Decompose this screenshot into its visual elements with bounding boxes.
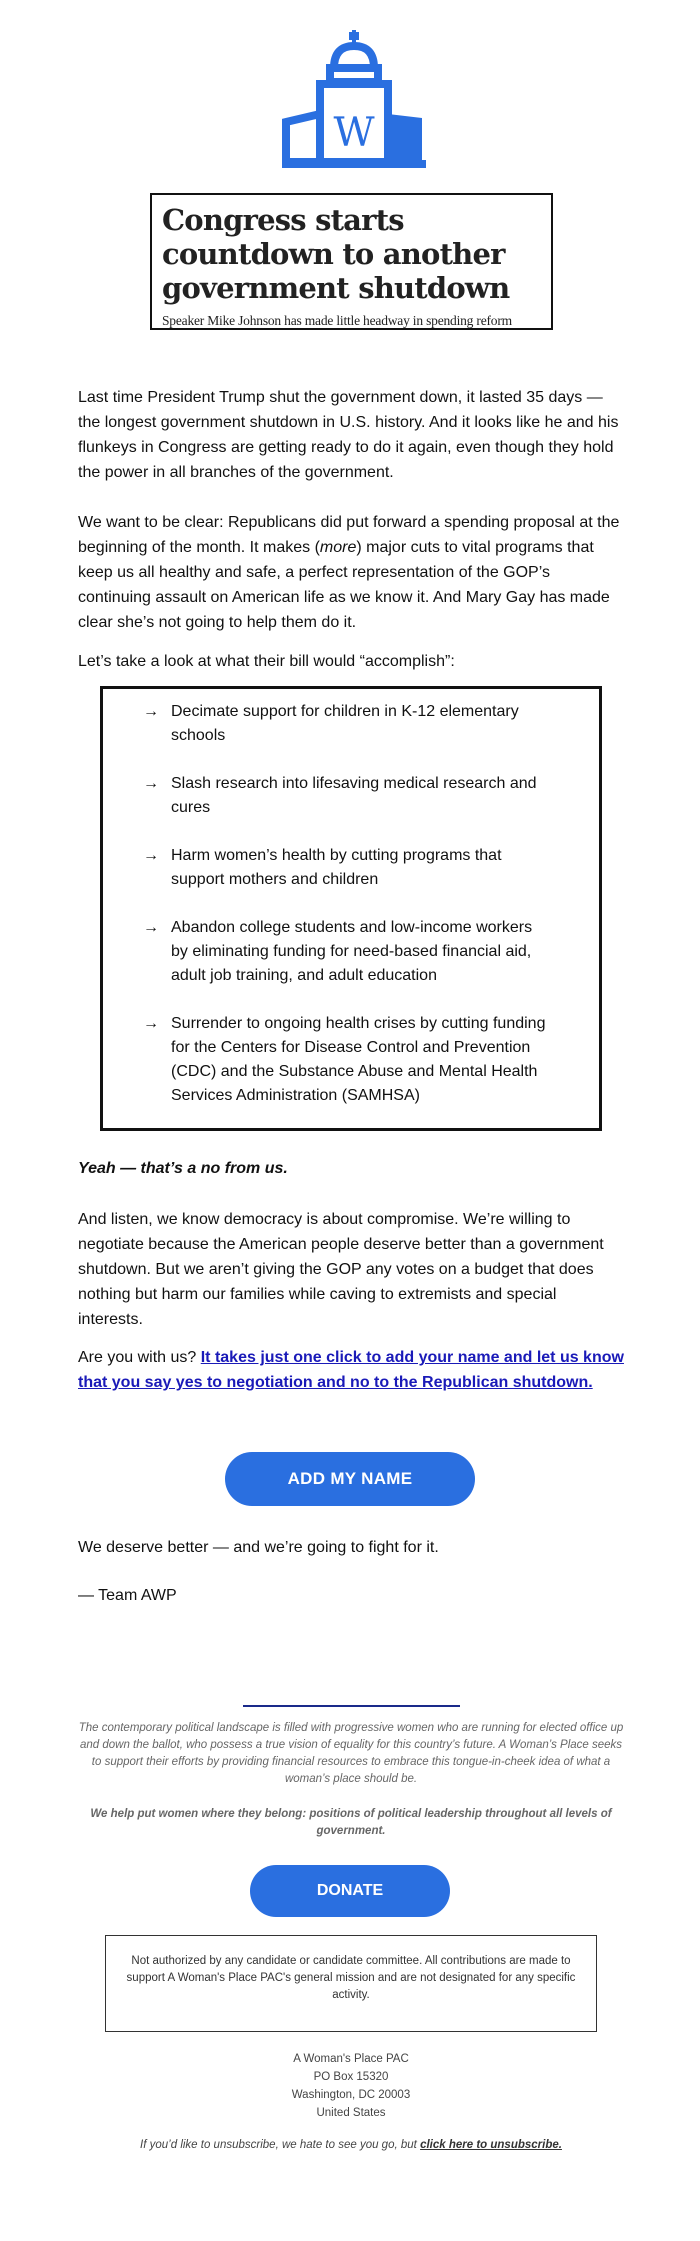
cuts-list-box: → Decimate support for children in K-12 elementary schools → Slash research into lifesaving medical research and cures → Harm women’s health by cutting programs that support mothers and children → Abandon college students and low-income workers by eliminating funding for need-based financial aid, adult job training, and adult education → Surrender to ongoing health crises by cutting funding for the Centers for Disease Control and Prevention (CDC) and the Substance Abuse and Mental Health Services Administration (SAMHSA) (100, 686, 602, 1131)
arrow-right-icon: → (143, 847, 159, 864)
unsubscribe-line: If you’d like to unsubscribe, we hate to see you go, but click here to unsubscribe. (140, 2139, 562, 2151)
body-paragraph-2: We want to be clear: Republicans did put forward a spending proposal at the beginning of the month. It makes (more) major cuts to vital programs that keep us all healthy and safe, a perfect representation of the GOP’s continuing assault on American life as we know it. And Mary Gay has made clear she’s not going to help them do it. (78, 514, 620, 631)
donate-button[interactable]: DONATE (250, 1865, 450, 1917)
body-paragraph-1: Last time President Trump shut the government down, it lasted 35 days — the longest government shutdown in U.S. history. And it looks like he and his flunkeys in Congress are getting ready to do it again, even though they hold the power in all branches of the government. (78, 389, 619, 481)
logo-letter: W (333, 110, 375, 156)
arrow-right-icon: → (143, 919, 159, 936)
body-paragraph-3: Let’s take a look at what their bill would “accomplish”: (78, 653, 455, 670)
signature: — Team AWP (78, 1587, 177, 1604)
disclaimer-box: Not authorized by any candidate or candidate committee. All contributions are made to support A Woman's Place PAC's general mission and are not designated for any specific activity. (105, 1935, 597, 2032)
headline-box (150, 193, 553, 330)
subheadline: Speaker Mike Johnson has made little headway in spending reform (162, 313, 512, 328)
add-name-link[interactable]: It takes just one click to add your name and let us know that you say yes to negotiation and no to the Republican shutdown. (78, 1349, 624, 1391)
arrow-right-icon: → (143, 775, 159, 792)
unsubscribe-link[interactable]: click here to unsubscribe. (420, 2139, 562, 2151)
arrow-right-icon: → (143, 703, 159, 720)
footer-divider (243, 1705, 460, 1707)
body-paragraph-4: And listen, we know democracy is about compromise. We’re willing to negotiate because the American people deserve better than a government shutdown. But we aren’t giving the GOP any votes on a budget that does nothing but harm our families while caving to extremists and special interests. (78, 1211, 604, 1328)
closing-line: We deserve better — and we’re going to fight for it. (78, 1539, 439, 1556)
emphasis-line: Yeah — that’s a no from us. (78, 1160, 288, 1177)
arrow-right-icon: → (143, 1015, 159, 1032)
body-paragraph-5: Are you with us? It takes just one click to add your name and let us know that you say yes to negotiation and no to the Republican shutdown. (78, 1349, 624, 1391)
page-title: Congress starts countdown to another government shutdown (162, 203, 510, 305)
footer-mission: The contemporary political landscape is filled with progressive women who are running for elected office up and down the ballot, who possess a true vision of equality for this country’s future. A Woman’s Place seeks to support their efforts by providing financial resources to embrace this tongue-in-cheek idea of what a woman’s place should be. (78, 1722, 624, 1785)
emphasis-more: more (319, 539, 357, 556)
footer-tagline: We help put women where they belong: positions of political leadership throughout all levels of government. (90, 1808, 612, 1837)
add-my-name-button[interactable]: ADD MY NAME (225, 1452, 475, 1506)
mailing-address: A Woman's Place PAC PO Box 15320 Washington, DC 20003 United States (291, 2053, 411, 2119)
capitol-logo (282, 30, 426, 174)
